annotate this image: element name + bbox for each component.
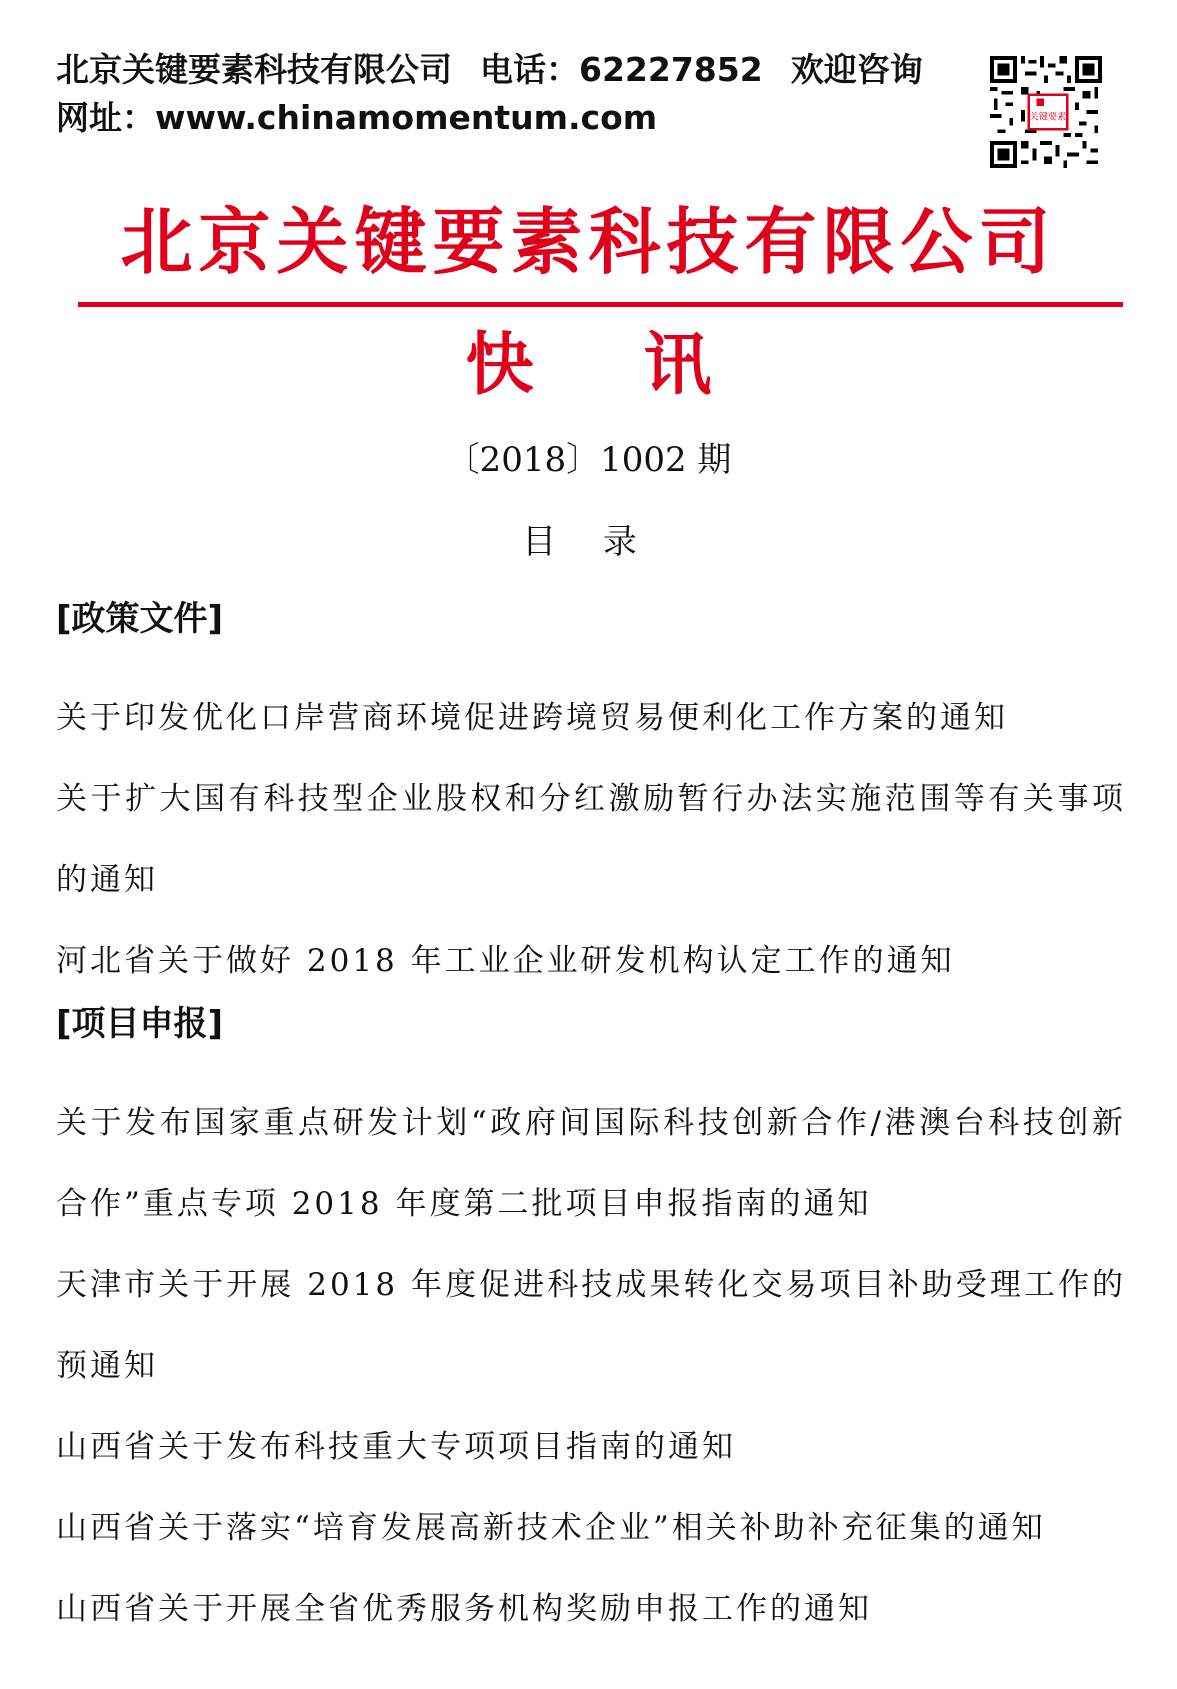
table-of-contents [56,597,1126,1650]
toc-item[interactable]: 山西省关于发布科技重大专项项目指南的通知 [56,1429,736,1465]
toc-heading: 目 录 [522,522,655,562]
toc-item[interactable]: 山西省关于落实“培育发展高新技术企业”相关补助补充征集的通知 [56,1510,1046,1546]
newsletter-title-xun: 讯 [643,326,712,405]
toc-item[interactable]: 天津市关于开展 2018 年度促进科技成果转化交易项目补助受理工作的预通知 [56,1267,1126,1384]
newsletter-title [0,326,1177,406]
contact-line [56,46,956,94]
website-line: 网址：www.chinamomentum.com [56,98,658,137]
toc-item[interactable]: 关于印发优化口岸营商环境促进跨境贸易便利化工作方案的通知 [56,700,1008,736]
header-company: 北京关键要素科技有限公司 [56,50,452,89]
issue-number: 〔2018〕1002 期 [445,440,732,480]
newsletter-title-kuai: 快 [465,326,534,405]
toc-item[interactable]: 山西省关于开展全省优秀服务机构奖励申报工作的通知 [56,1591,872,1627]
title-divider [78,302,1123,307]
section-heading-policy: [政策文件] [56,599,224,639]
toc-item[interactable]: 关于发布国家重点研发计划“政府间国际科技创新合作/港澳台科技创新合作”重点专项 2018 年度第二批项目申报指南的通知 [56,1105,1126,1222]
header-phone: 电话：62227852 [480,50,763,89]
header-welcome: 欢迎咨询 [790,50,923,89]
qr-center-label: 关键要素 [1029,111,1067,123]
company-title: 北京关键要素科技有限公司 [120,200,1057,284]
qr-code-icon [990,56,1102,168]
page-header [56,46,956,142]
toc-item[interactable]: 关于扩大国有科技型企业股权和分红激励暂行办法实施范围等有关事项的通知 [56,781,1126,898]
section-heading-projects: [项目申报] [56,1004,224,1044]
toc-item[interactable]: 河北省关于做好 2018 年工业企业研发机构认定工作的通知 [56,943,955,979]
